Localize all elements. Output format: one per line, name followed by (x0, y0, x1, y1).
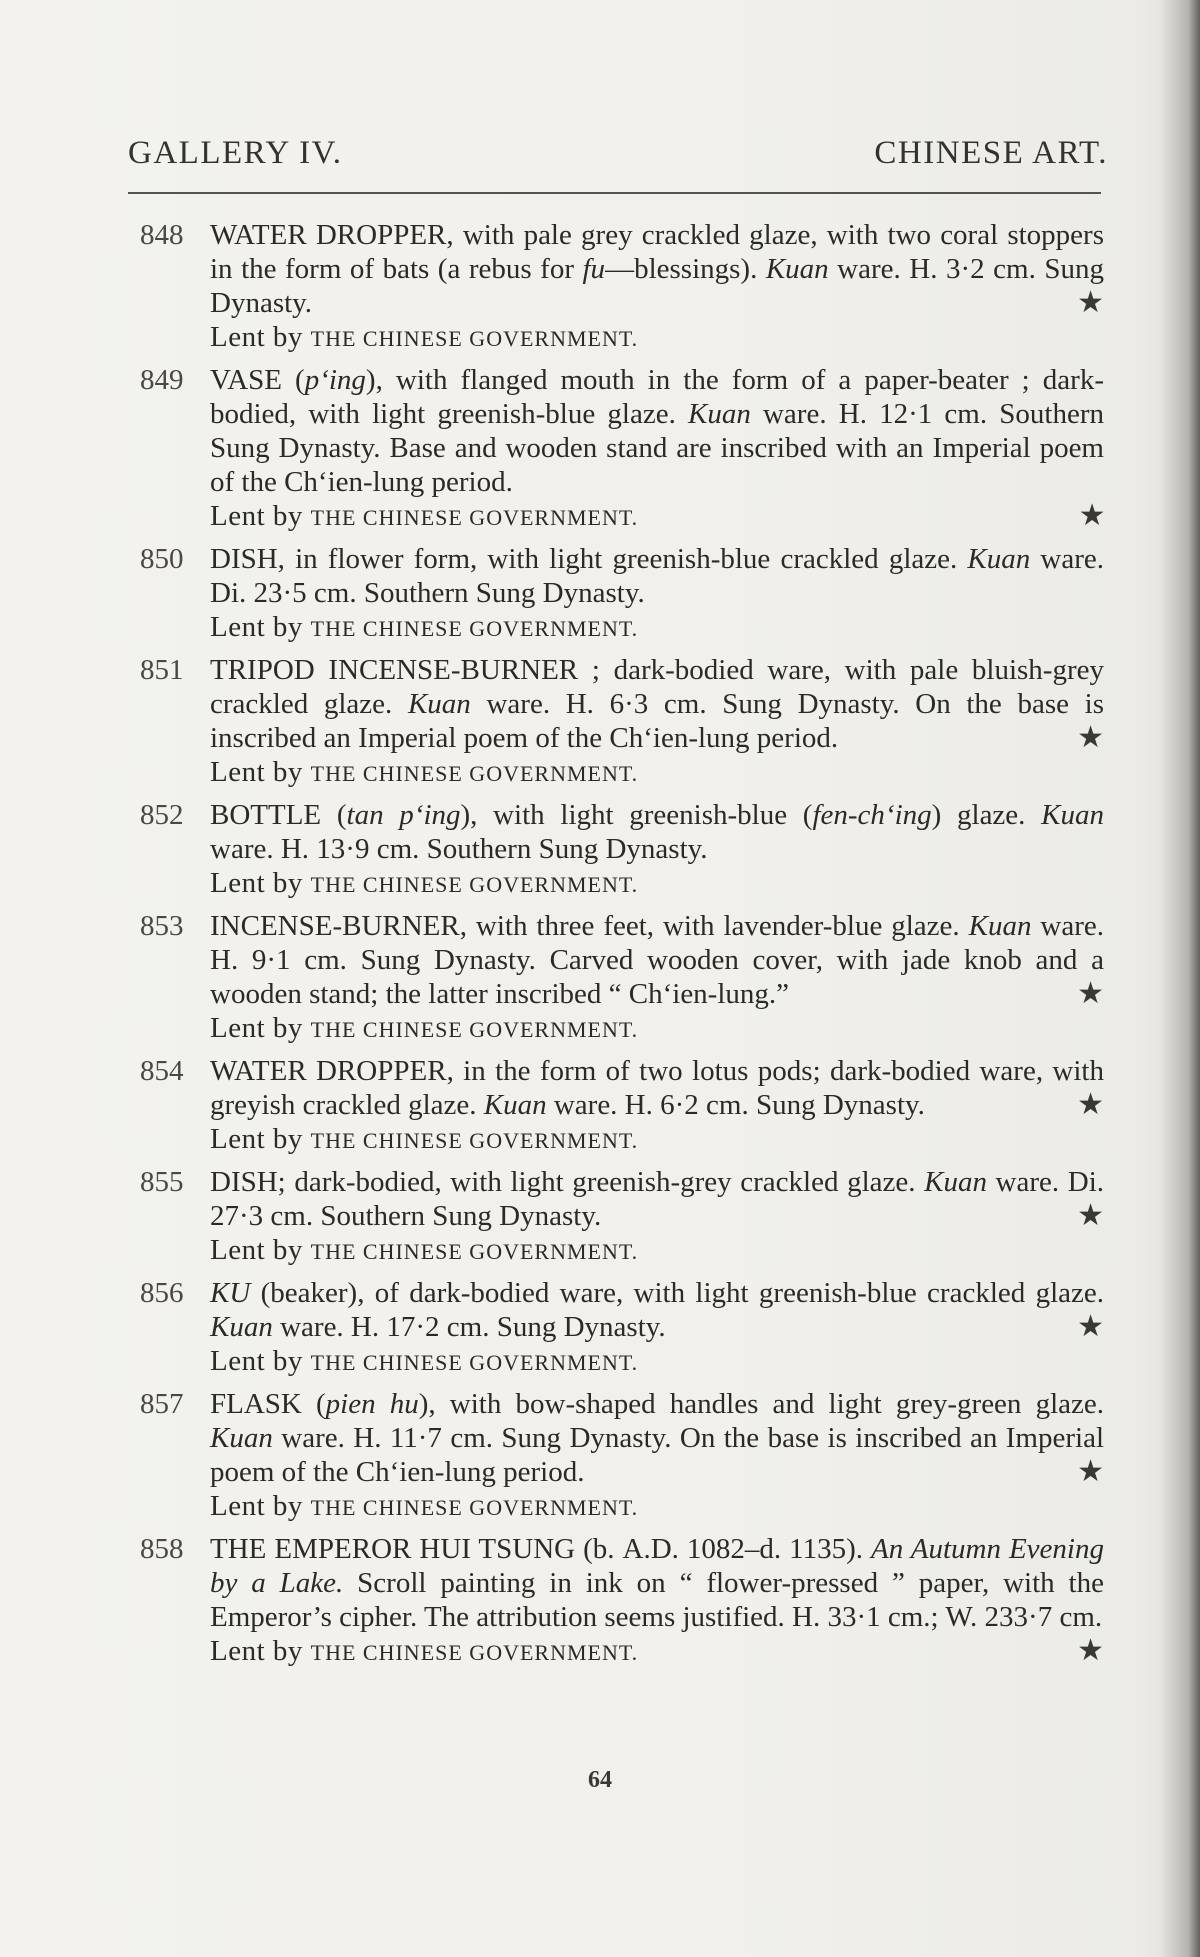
entry-number: 852 (140, 799, 184, 831)
text-segment: ware. H. 12·1 cm. Southern Sung Dynasty. Base and wooden stand are inscribed with an Imperial poem of the Ch‘ien-lung period. (210, 398, 1104, 498)
entry-lender (210, 1233, 1106, 1269)
text-segment: WATER DROPPER, in the form of two lotus pods; dark-bodied ware, with greyish crackled glaze. (210, 1055, 1104, 1121)
lender-prefix: Lent by (210, 321, 311, 353)
catalogue-entry (140, 1532, 1106, 1670)
star-icon: ★ (1077, 977, 1104, 1010)
lender-name: THE CHINESE GOVERNMENT. (310, 1350, 639, 1375)
entry-lender (210, 755, 1106, 791)
catalogue-entry (140, 909, 1106, 1047)
entry-lender (210, 1122, 1106, 1158)
running-head-left: GALLERY IV. (128, 135, 343, 171)
entry-description (210, 1165, 1106, 1233)
entry-number: 858 (140, 1533, 184, 1565)
catalogue-entry (140, 1387, 1106, 1525)
lender-prefix: Lent by (210, 867, 311, 899)
catalogue-entry (140, 363, 1106, 535)
entry-description (210, 218, 1106, 320)
entry-description (210, 1054, 1106, 1122)
running-head (128, 135, 1108, 172)
text-segment: DISH, in flower form, with light greenish-blue crackled glaze. (210, 543, 968, 575)
lender-name: THE CHINESE GOVERNMENT. (310, 872, 639, 897)
entry-number: 848 (140, 219, 184, 251)
italic-text: Kuan (968, 910, 1032, 942)
entry-number: 856 (140, 1277, 184, 1309)
entry-number: 849 (140, 364, 184, 396)
italic-text: pien hu (325, 1388, 419, 1420)
entry-description (210, 1276, 1106, 1344)
text-segment: INCENSE-BURNER, with three feet, with lavender-blue glaze. (210, 910, 969, 942)
lender-prefix: Lent by (210, 500, 311, 532)
star-icon: ★ (1077, 721, 1104, 754)
italic-text: An Autumn Evening by a Lake. (210, 1533, 1104, 1599)
lender-prefix: Lent by (210, 611, 311, 643)
text-segment: BOTTLE ( (210, 799, 347, 831)
italic-text: p‘ing (304, 364, 366, 396)
star-icon: ★ (1077, 1634, 1104, 1667)
italic-text: tan p‘ing (346, 799, 461, 831)
lender-name: THE CHINESE GOVERNMENT. (310, 326, 639, 351)
entry-description (210, 1387, 1106, 1489)
text-segment: ), with light greenish-blue ( (460, 799, 813, 831)
entry-description (210, 653, 1106, 755)
lender-prefix: Lent by (210, 756, 311, 788)
catalogue-entry (140, 653, 1106, 791)
entry-lender (210, 499, 1106, 535)
italic-text: Kuan (687, 398, 751, 430)
lender-prefix: Lent by (210, 1345, 311, 1377)
lender-prefix: Lent by (210, 1234, 311, 1266)
text-segment: ware. Di. 23·5 cm. Southern Sung Dynasty. (210, 543, 1105, 609)
entry-lender (210, 1344, 1106, 1380)
text-segment: A.D. (622, 1533, 679, 1565)
text-segment: 1082–d. 1135). (678, 1533, 872, 1565)
lender-name: THE CHINESE GOVERNMENT. (310, 1495, 639, 1520)
entry-lender (210, 1011, 1106, 1047)
entry-lender (210, 1489, 1106, 1525)
text-segment: (beaker), of dark-bodied ware, with light greenish-blue crackled glaze. (250, 1277, 1104, 1309)
catalogue-entry (140, 798, 1106, 902)
text-segment: ) glaze. (931, 799, 1042, 831)
entry-description (210, 909, 1106, 1011)
text-segment: ware. H. 11·7 cm. Sung Dynasty. On the base is inscribed an Imperial poem of the Ch‘ien-lung period. (210, 1422, 1104, 1488)
star-icon: ★ (1077, 286, 1104, 319)
catalogue-entry (140, 1054, 1106, 1158)
lender-name: THE CHINESE GOVERNMENT. (310, 1640, 639, 1665)
italic-text: Kuan (483, 1089, 547, 1121)
star-icon: ★ (1077, 1199, 1104, 1232)
text-segment: ware. H. 6·3 cm. Sung Dynasty. On the base is inscribed an Imperial poem of the Ch‘ien-lung period. (210, 688, 1104, 754)
entry-lender (210, 610, 1106, 646)
italic-text: Kuan (967, 543, 1031, 575)
italic-text: fen-ch‘ing (812, 799, 932, 831)
lender-name: THE CHINESE GOVERNMENT. (310, 1239, 639, 1264)
running-head-right: CHINESE ART. (874, 135, 1108, 171)
entry-description (210, 542, 1106, 610)
star-icon: ★ (1077, 1310, 1104, 1343)
text-segment: ware. H. 17·2 cm. Sung Dynasty. (272, 1311, 666, 1343)
catalogue-entry (140, 1165, 1106, 1269)
italic-text: Kuan (924, 1166, 987, 1198)
text-segment: FLASK ( (210, 1388, 326, 1420)
text-segment: THE EMPEROR HUI TSUNG (b. (210, 1533, 623, 1565)
header-rule (128, 192, 1101, 194)
star-icon: ★ (1077, 1455, 1104, 1488)
text-segment: ware. H. 6·2 cm. Sung Dynasty. (546, 1089, 925, 1121)
page-number: 64 (588, 1767, 612, 1793)
lender-name: THE CHINESE GOVERNMENT. (310, 1017, 639, 1042)
entry-number: 850 (140, 543, 184, 575)
entry-description (210, 798, 1106, 866)
entry-number: 854 (140, 1055, 184, 1087)
page-edge-shadow (1160, 0, 1200, 1957)
star-icon: ★ (1077, 1088, 1104, 1121)
entry-number: 853 (140, 910, 184, 942)
entry-lender (210, 1634, 1106, 1670)
star-icon: ★ (1078, 499, 1106, 532)
text-segment: Scroll painting in ink on “ flower-pressed ” paper, with the Emperor’s cipher. The attribution seems justified. H. 33·1 cm.; W. 233·7 cm. (210, 1567, 1104, 1633)
lender-prefix: Lent by (210, 1490, 311, 1522)
text-segment: VASE ( (210, 364, 305, 396)
entry-description (210, 363, 1106, 499)
lender-name: THE CHINESE GOVERNMENT. (310, 616, 639, 641)
entry-lender (210, 866, 1106, 902)
text-segment: WATER DROPPER, with pale grey crackled glaze, with two coral stoppers in the form of bats (a rebus for (210, 219, 1104, 285)
italic-text: Kuan (210, 1422, 273, 1454)
entry-number: 857 (140, 1388, 184, 1420)
catalogue-entries (140, 218, 1106, 1677)
lender-name: THE CHINESE GOVERNMENT. (310, 1128, 639, 1153)
entry-number: 855 (140, 1166, 184, 1198)
text-segment: ), with flanged mouth in the form of a paper-beater ; dark-bodied, with light greenish-blue glaze. (210, 364, 1104, 430)
text-segment: —blessings). (605, 253, 766, 285)
entry-lender (210, 320, 1106, 356)
text-segment: ), with bow-shaped handles and light grey-green glaze. (418, 1388, 1105, 1420)
catalogue-entry (140, 1276, 1106, 1380)
catalogue-entry (140, 542, 1106, 646)
lender-prefix: Lent by (210, 1635, 311, 1667)
text-segment: ware. H. 9·1 cm. Sung Dynasty. Carved wooden cover, with jade knob and a wooden stand; the latter inscribed “ Ch‘ien-lung.” (210, 910, 1105, 1010)
italic-text: Kuan (210, 1311, 273, 1343)
italic-text: fu (582, 253, 606, 285)
catalogue-entry (140, 218, 1106, 356)
entry-number: 851 (140, 654, 184, 686)
lender-name: THE CHINESE GOVERNMENT. (310, 761, 639, 786)
italic-text: KU (210, 1277, 251, 1309)
text-segment: DISH; dark-bodied, with light greenish-grey crackled glaze. (210, 1166, 925, 1198)
italic-text: Kuan (407, 688, 471, 720)
lender-prefix: Lent by (210, 1123, 311, 1155)
italic-text: Kuan (1041, 799, 1104, 831)
text-segment: ware. H. 13·9 cm. Southern Sung Dynasty. (210, 833, 708, 865)
text-segment: ware. H. 3·2 cm. Sung Dynasty. (210, 253, 1104, 319)
lender-name: THE CHINESE GOVERNMENT. (310, 505, 639, 530)
text-segment: TRIPOD INCENSE-BURNER ; dark-bodied ware, with pale bluish-grey crackled glaze. (210, 654, 1104, 720)
text-segment: ware. Di. 27·3 cm. Southern Sung Dynasty. (210, 1166, 1105, 1232)
lender-prefix: Lent by (210, 1012, 311, 1044)
italic-text: Kuan (765, 253, 829, 285)
